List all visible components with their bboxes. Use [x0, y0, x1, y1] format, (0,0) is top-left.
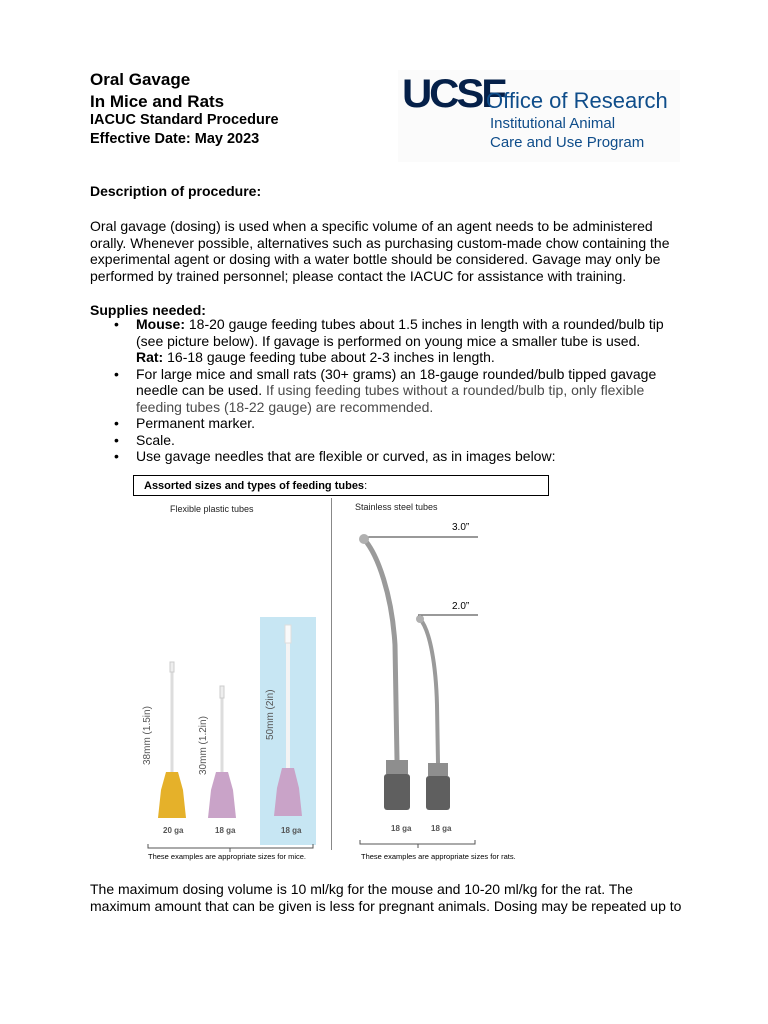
steel-2-needle — [420, 619, 438, 763]
description-body: Oral gavage (dosing) is used when a specific volume of an agent needs to be administered orally. Whenever possible, alternatives such as purchasing custom-made chow containing the experimental agent or dosing with a water bottle should be considered. Gavage may only be performed by trained personnel; please contact the IACUC for assistance with training. — [90, 218, 670, 284]
supply-item-needles: • Use gavage needles that are flexible or curved, as in images below: — [90, 448, 690, 465]
supply-item-marker: • Permanent marker. — [90, 415, 690, 432]
tube-2-hub — [208, 772, 236, 818]
steel-1-bulb — [359, 534, 369, 544]
flexible-tube-note: If using feeding tubes without a rounded/bulb tip, only flexible feeding tubes (18-22 gauge) are recommended. — [136, 382, 645, 415]
doc-subtitle: In Mice and Rats — [90, 92, 225, 111]
rats-bracket — [360, 840, 475, 848]
tube-1-hub — [158, 772, 186, 818]
program-line-1: Institutional Animal — [490, 115, 616, 132]
tube-1-tip — [170, 662, 174, 672]
rat-label: Rat: — [136, 349, 164, 365]
steel-tubes-illustration — [340, 515, 540, 855]
ucsf-logo — [398, 70, 680, 162]
supply-item-scale: • Scale. — [90, 432, 690, 449]
doc-title: Oral Gavage — [90, 70, 191, 89]
steel-2-collar — [428, 763, 448, 776]
tube-2-tip — [220, 686, 224, 698]
steel-1-gauge: 18 ga — [391, 824, 412, 833]
figure-title-colon: : — [364, 480, 368, 492]
supplies-list — [90, 316, 690, 465]
doc-effective-date: Effective Date: May 2023 — [90, 131, 260, 147]
rat-text: 16-18 gauge feeding tube about 2-3 inches in length. — [163, 349, 495, 365]
rats-note: These examples are appropriate sizes for rats. — [361, 852, 516, 861]
steel-1-length: 3.0” — [452, 522, 470, 533]
supply-item-large-mice — [90, 366, 690, 416]
steel-tubes-caption: Stainless steel tubes — [355, 502, 438, 512]
flexible-tubes-caption: Flexible plastic tubes — [170, 504, 254, 514]
steel-2-gauge: 18 ga — [431, 824, 452, 833]
steel-2-hub — [426, 776, 450, 810]
tube-3-tip — [285, 625, 291, 643]
mice-note: These examples are appropriate sizes for mice. — [148, 852, 306, 861]
figure-title-box — [133, 475, 549, 496]
mouse-label: Mouse: — [136, 316, 185, 332]
tube-1-gauge: 20 ga — [163, 826, 184, 835]
steel-2-bulb — [416, 615, 424, 623]
supply-item-mouse-rat — [90, 316, 690, 366]
steel-1-collar — [386, 760, 408, 774]
tube-2-gauge: 18 ga — [215, 826, 236, 835]
supplies-heading: Supplies needed: — [90, 302, 206, 318]
tube-3-length: 50mm (2in) — [265, 689, 276, 740]
figure-divider — [331, 498, 332, 850]
mouse-text: 18-20 gauge feeding tubes about 1.5 inches in length with a rounded/bulb tip (see picture below). If gavage is performed on young mice a smaller tube is used. — [136, 316, 664, 349]
steel-2-length: 2.0” — [452, 601, 470, 612]
tube-2-length: 30mm (1.2in) — [198, 716, 209, 775]
office-of-research-label: Office of Research — [486, 88, 668, 113]
doc-standard: IACUC Standard Procedure — [90, 112, 279, 128]
description-heading: Description of procedure: — [90, 183, 262, 199]
program-line-2: Care and Use Program — [490, 134, 645, 151]
dosing-volume-paragraph: The maximum dosing volume is 10 ml/kg for the mouse and 10-20 ml/kg for the rat. The maximum amount that can be given is less for pregnant animals. Dosing may be repeated up to — [90, 881, 682, 914]
mice-bracket — [148, 844, 313, 852]
ucsf-wordmark: UCSF — [402, 72, 504, 116]
flexible-tubes-illustration — [130, 600, 330, 862]
tube-3-gauge: 18 ga — [281, 826, 302, 835]
tube-1-length: 38mm (1.5in) — [142, 706, 153, 765]
steel-1-hub — [384, 774, 410, 810]
program-name — [490, 114, 644, 152]
large-mice-text: For large mice and small rats (30+ grams) an 18-gauge rounded/bulb tipped gavage needle can be used. — [136, 365, 657, 398]
figure-title: Assorted sizes and types of feeding tubes — [144, 480, 365, 492]
steel-1-needle — [364, 539, 397, 760]
